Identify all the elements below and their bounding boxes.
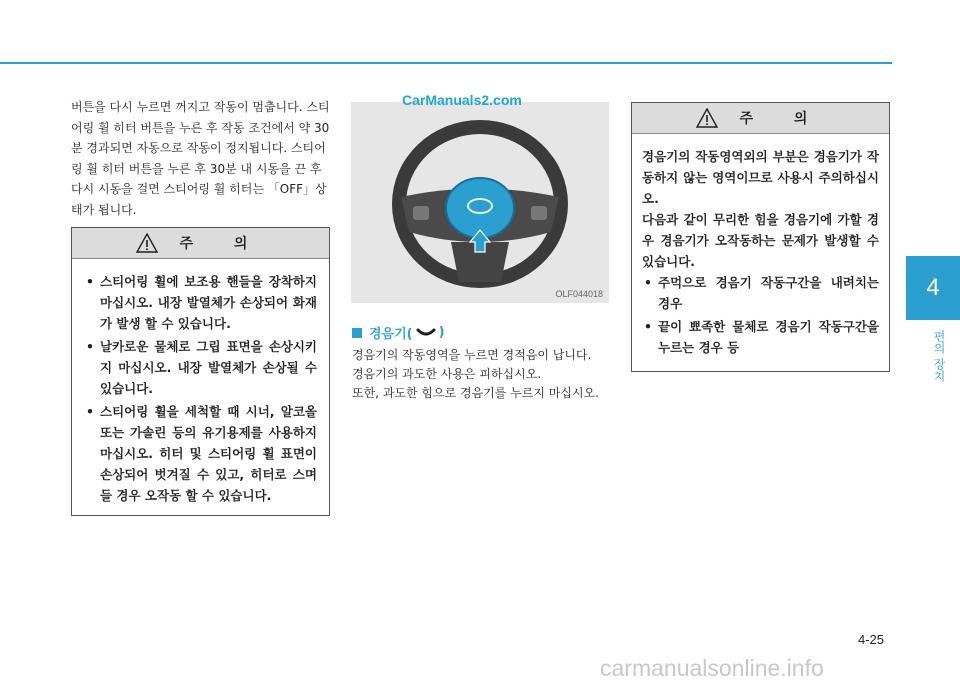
horn-icon [416, 327, 436, 339]
section-square-icon [352, 328, 362, 338]
caution-body [632, 134, 889, 366]
caution-item: • 날카로운 물체로 그립 표면을 손상시키지 마십시오. 내장 발열체가 손상될 수 있습니다. [84, 336, 317, 399]
caution-item: • 스티어링 휠을 세척할 때 시너, 알코올 또는 가솔린 등의 유기용제를 사용하지 마십시오. 히터 및 스티어링 휠 표면이 손상되어 벗겨질 수 있고, 히터로 스며들 경우 오작동 할 수 있습니다. [84, 401, 317, 506]
horn-section-title [352, 323, 445, 342]
watermark-text: CarManuals2.com [402, 92, 522, 108]
caution-item: • 주먹으로 경음기 작동구간을 내려치는 경우 [642, 272, 879, 314]
figure-code: OLF044018 [555, 289, 603, 299]
caution-paragraph: 경음기의 작동영역외의 부분은 경음기가 작동하지 않는 영역이므로 사용시 주의하십시오. [642, 149, 879, 206]
horn-title-suffix: ) [438, 325, 445, 340]
caution-item: • 스티어링 휠에 보조용 핸들을 장착하지 마십시오. 내장 발열체가 손상되어 화재가 발생 할 수 있습니다. [84, 271, 317, 334]
page-number: 4-25 [858, 632, 885, 647]
caution-paragraph: 다음과 같이 무리한 힘을 경음기에 가할 경우 경음기가 오작동하는 문제가 발생할 수 있습니다. [642, 212, 879, 269]
top-rule [0, 62, 892, 64]
caution-title: 주 의 [739, 111, 826, 127]
caution-list [72, 259, 329, 516]
horn-line: 또한, 과도한 힘으로 경음기를 누르지 마십시오. [352, 386, 599, 400]
caution-header [72, 228, 329, 259]
caution-box-right [631, 102, 890, 372]
horn-line: 경음기의 작동영역을 누르면 경적음이 납니다. [352, 348, 592, 362]
caution-header [632, 103, 889, 134]
warning-icon [696, 108, 718, 128]
chapter-tab[interactable]: 4 [906, 256, 960, 320]
caution-item: • 끝이 뾰족한 물체로 경음기 작동구간을 누르는 경우 등 [642, 316, 879, 358]
caution-box-left [71, 227, 330, 516]
horn-body [352, 346, 614, 403]
warning-icon [136, 233, 158, 253]
steering-wheel-illustration [351, 102, 609, 303]
steering-wheel-figure [351, 102, 609, 303]
left-body-text: 버튼을 다시 누르면 꺼지고 작동이 멈춥니다. 스티어링 휠 히터 버튼을 누른 후 작동 조건에서 약 30분 경과되면 자동으로 작동이 정지됩니다. 스티어링 휠 히터 버튼을 누른 후 30분 내 시동을 끈 후 다시 시동을 걸면 스티어링 휠 히터는 「OFF」상태가 됩니다. [71, 100, 330, 217]
chapter-label: 편의 장치 [932, 330, 946, 382]
bottom-watermark: carmanualsonline.info [600, 655, 824, 681]
horn-title-prefix: 경음기( [369, 327, 413, 342]
caution-list [642, 272, 879, 358]
caution-title: 주 의 [179, 236, 266, 252]
horn-line: 경음기의 과도한 사용은 피하십시오. [352, 367, 542, 381]
